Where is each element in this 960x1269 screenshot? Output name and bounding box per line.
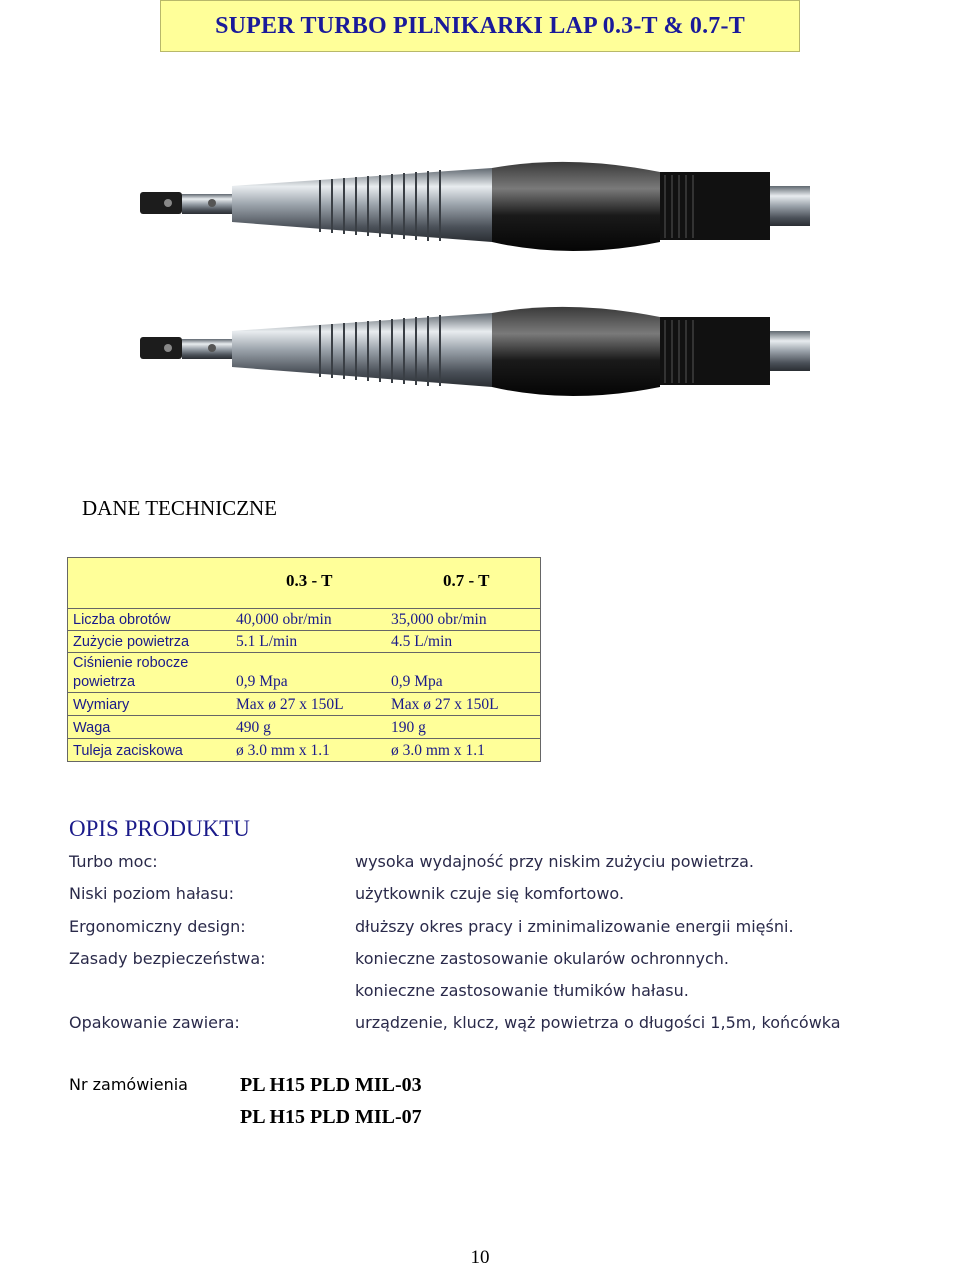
order-code: PL H15 PLD MIL-03: [240, 1074, 422, 1096]
spec-table: [67, 557, 541, 762]
row-label: Wymiary: [73, 697, 130, 713]
row-label: Ciśnienie robocze: [73, 655, 189, 671]
feature-label: Ergonomiczny design:: [69, 917, 246, 936]
col-header-07t: 0.7 - T: [443, 571, 490, 590]
section-title: DANE TECHNICZNE: [82, 496, 278, 520]
row-label: Waga: [73, 720, 111, 736]
order-code: PL H15 PLD MIL-07: [240, 1106, 422, 1128]
row-value: ø 3.0 mm x 1.1: [236, 742, 330, 759]
feature-value: konieczne zastosowanie okularów ochronnych.: [355, 949, 729, 968]
feature-label: Zasady bezpieczeństwa:: [69, 949, 266, 968]
row-value: 5.1 L/min: [236, 633, 298, 650]
row-value: 0,9 Mpa: [391, 673, 443, 690]
table-row: [68, 715, 540, 739]
table-row: [68, 630, 540, 653]
tool-image-2: [120, 295, 810, 415]
tool-image-1: [120, 150, 810, 270]
feature-label: Niski poziom hałasu:: [69, 884, 234, 903]
feature-value: użytkownik czuje się komfortowo.: [355, 884, 625, 903]
row-label: Zużycie powietrza: [73, 634, 190, 650]
row-value: 35,000 obr/min: [391, 611, 487, 628]
feature-label: Turbo moc:: [69, 852, 158, 871]
feature-value: wysoka wydajność przy niskim zużyciu powietrza.: [355, 852, 754, 871]
table-row: [68, 692, 540, 716]
table-row: [68, 608, 540, 631]
row-value: 0,9 Mpa: [236, 673, 288, 690]
row-label: powietrza: [73, 674, 136, 690]
row-value: 40,000 obr/min: [236, 611, 332, 628]
table-row: [68, 652, 540, 693]
row-label: Liczba obrotów: [73, 612, 171, 628]
title-banner: [160, 0, 800, 52]
feature-value: dłuższy okres pracy i zminimalizowanie energii mięśni.: [355, 917, 794, 936]
row-value: 190 g: [391, 719, 426, 736]
page-number: 10: [470, 1247, 490, 1268]
row-value: 490 g: [236, 719, 271, 736]
order-number-label: Nr zamówienia: [69, 1075, 188, 1094]
page-title: SUPER TURBO PILNIKARKI LAP 0.3-T & 0.7-T: [215, 12, 745, 39]
feature-value: urządzenie, klucz, wąż powietrza o długości 1,5m, końcówka: [355, 1013, 841, 1032]
product-description-title: OPIS PRODUKTU: [69, 816, 250, 841]
row-label: Tuleja zaciskowa: [73, 743, 183, 759]
feature-value: konieczne zastosowanie tłumików hałasu.: [355, 981, 689, 1000]
row-value: 4.5 L/min: [391, 633, 453, 650]
row-value: Max ø 27 x 150L: [391, 696, 499, 713]
row-value: ø 3.0 mm x 1.1: [391, 742, 485, 759]
row-value: Max ø 27 x 150L: [236, 696, 344, 713]
feature-label: Opakowanie zawiera:: [69, 1013, 240, 1032]
col-header-03t: 0.3 - T: [286, 571, 333, 590]
table-row: [68, 738, 540, 762]
